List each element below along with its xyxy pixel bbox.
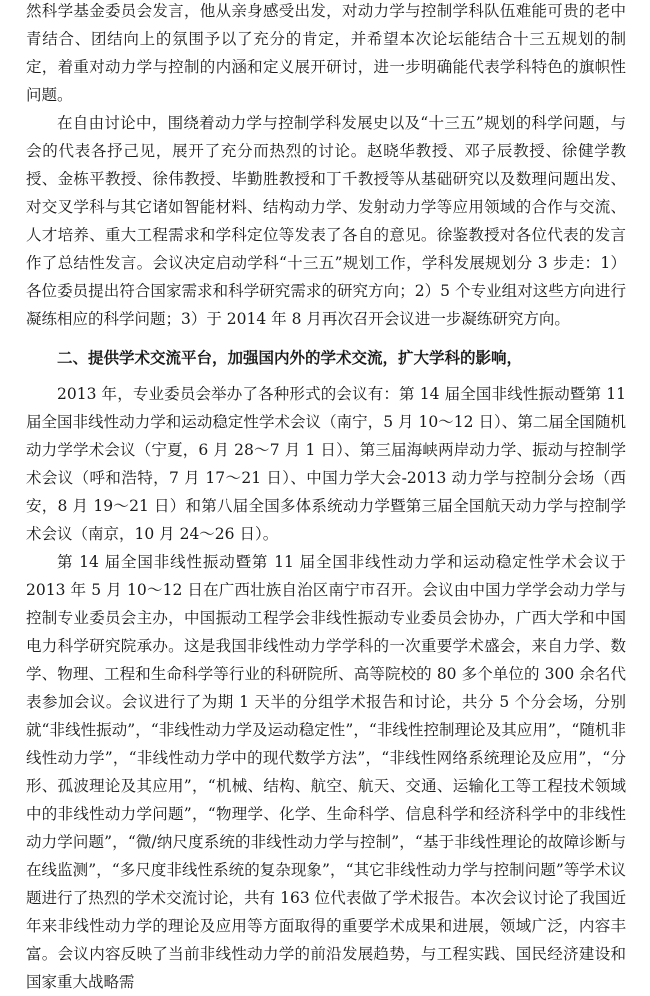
body-paragraph-discussion: 在自由讨论中，围绕着动力学与控制学科发展史以及“十三五”规划的科学问题，与会的代表各抒己见，展开了充分而热烈的讨论。赵晓华教授、邓子辰教授、徐健学教授、金栋平教授、徐伟教授、毕勤胜教授和丁千教授等从基础研究以及数理问题出发、对交叉学科与其它诸如智能材料、结构动力学、发射动力学等应用领域的合作与交流、人才培养、重大工程需求和学科定位等发表了各自的意见。徐鉴教授对各位代表的发言作了总结性发言。会议决定启动学科“十三五”规划工作，学科发展规划分 3 步走：1）各位委员提出符合国家需求和科学研究需求的研究方向；2）5 个专业组对这些方向进行凝练相应的科学问题；3）于 2014 年 8 月再次召开会议进一步凝练研究方向。: [26, 114, 626, 328]
body-paragraph-nanning-conference: 第 14 届全国非线性振动暨第 11 届全国非线性动力学和运动稳定性学术会议于 2013 年 5 月 10～12 日在广西壮族自治区南宁市召开。会议由中国力学学会动力学与控制专业委员会主办，中国振动工程学会非线性振动专业委员会协办，广西大学和中国电力科学研究院承办。这是我国非线性动力学学科的一次重要学术盛会，来自力学、数学、物理、工程和生命科学等行业的科研院所、高等院校的 80 多个单位的 300 余名代表参加会议。会议进行了为期 1 天半的分组学术报告和讨论，共分 5 个分会场，分别就“非线性振动”，“非线性动力学及运动稳定性”，“非线性控制理论及其应用”，“随机非线性动力学”，“非线性动力学中的现代数学方法”，“非线性网络系统理论及应用”，“分形、孤波理论及其应用”，“机械、结构、航空、航天、交通、运输化工等工程技术领域中的非线性动力学问题”，“物理学、化学、生命科学、信息科学和经济科学中的非线性动力学问题”，“微/纳尺度系统的非线性动力学与控制”，“基于非线性理论的故障诊断与在线监测”，“多尺度非线性系统的复杂现象”，“其它非线性动力学与控制问题”等学术议题进行了热烈的学术交流讨论，共有 163 位代表做了学术报告。本次会议讨论了我国近年来非线性动力学的理论及应用等方面取得的重要学术成果和进展，领域广泛，内容丰富。会议内容反映了当前非线性动力学的前沿发展趋势，与工程实践、国民经济建设和国家重大战略需: [26, 553, 626, 991]
body-paragraph-conferences: 2013 年，专业委员会举办了各种形式的会议有：第 14 届全国非线性振动暨第 11 届全国非线性动力学和运动稳定性学术会议（南宁，5 月 10～12 日）、第二届全国随机动力学学术会议（宁夏，6 月 28～7 月 1 日）、第三届海峡两岸动力学、振动与控制学术会议（呼和浩特，7 月 17～21 日）、中国力学大会-2013 动力学与控制分会场（西安，8 月 19～21 日）和第八届全国多体系统动力学暨第三届全国航天动力学与控制学术会议（南京，10 月 24～26 日）。: [26, 385, 626, 543]
body-paragraph-continued: 然科学基金委员会发言，他从亲身感受出发，对动力学与控制学科队伍难能可贵的老中青结合、团结向上的氛围予以了充分的肯定，并希望本次论坛能结合十三五规划的制定，着重对动力学与控制的内涵和定义展开研讨，进一步明确能代表学科特色的旗帜性问题。: [26, 2, 626, 104]
section-heading: 二、提供学术交流平台，加强国内外的学术交流，扩大学科的影响，: [57, 349, 523, 367]
